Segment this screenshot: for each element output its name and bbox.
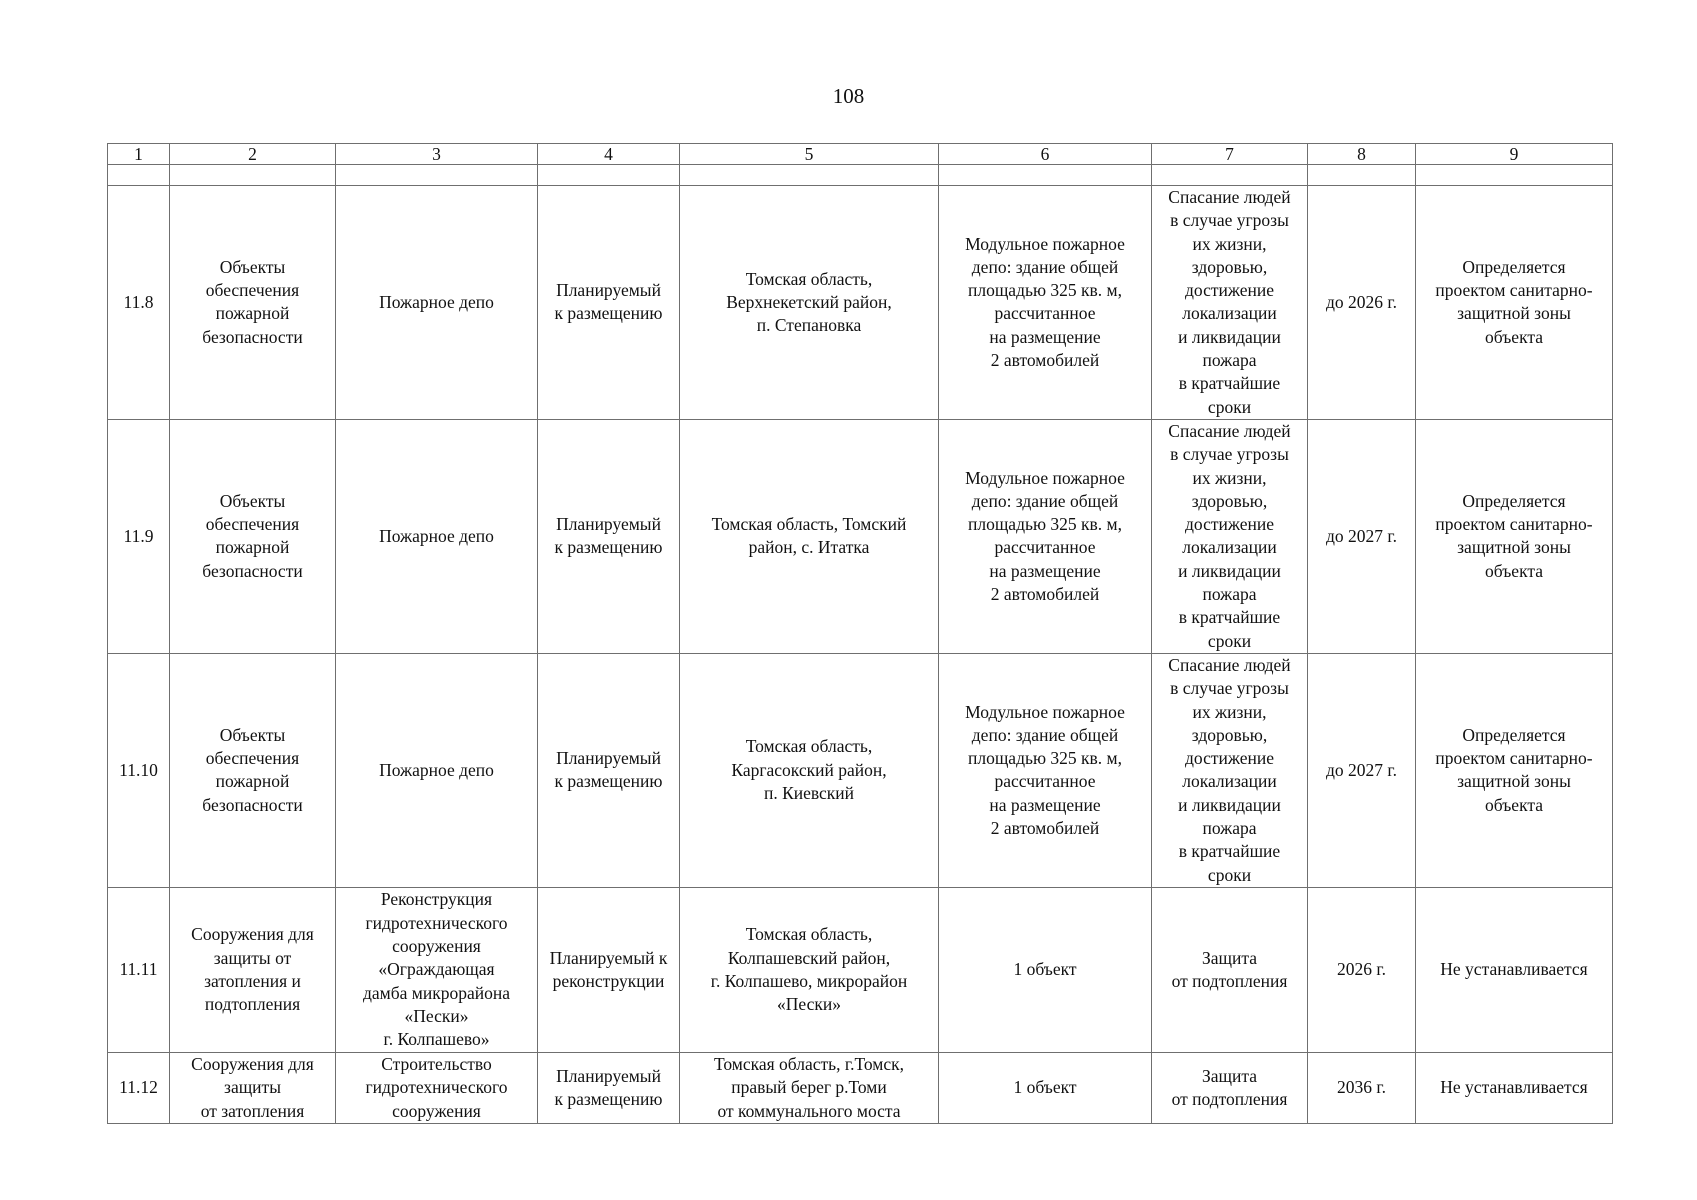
empty-cell <box>1152 165 1308 186</box>
category-cell: Сооружения для защиты от затопления <box>170 1052 336 1123</box>
location-cell: Томская область, Верхнекетский район, п. Степановка <box>680 186 939 420</box>
category-cell: Объекты обеспечения пожарной безопасности <box>170 186 336 420</box>
empty-cell <box>939 165 1152 186</box>
zone-cell: Определяется проектом санитарно- защитной зоны объекта <box>1416 653 1613 887</box>
table-row <box>108 419 1613 653</box>
column-header: 1 <box>108 144 170 165</box>
column-header: 9 <box>1416 144 1613 165</box>
column-number-row <box>108 144 1613 165</box>
deadline-cell: 2026 г. <box>1308 887 1416 1052</box>
column-header: 8 <box>1308 144 1416 165</box>
row-number-cell: 11.12 <box>108 1052 170 1123</box>
characteristics-cell: Модульное пожарное депо: здание общей площадью 325 кв. м, рассчитанное на размещение 2 автомобилей <box>939 186 1152 420</box>
column-header: 4 <box>538 144 680 165</box>
row-number-cell: 11.10 <box>108 653 170 887</box>
purpose-cell: Спасание людей в случае угрозы их жизни, здоровью, достижение локализации и ликвидации пожара в кратчайшие сроки <box>1152 653 1308 887</box>
empty-row <box>108 165 1613 186</box>
table-row <box>108 186 1613 420</box>
category-cell: Объекты обеспечения пожарной безопасности <box>170 419 336 653</box>
status-cell: Планируемый к размещению <box>538 419 680 653</box>
zone-cell: Определяется проектом санитарно- защитной зоны объекта <box>1416 186 1613 420</box>
characteristics-cell: Модульное пожарное депо: здание общей площадью 325 кв. м, рассчитанное на размещение 2 автомобилей <box>939 653 1152 887</box>
location-cell: Томская область, г.Томск, правый берег р.Томи от коммунального моста <box>680 1052 939 1123</box>
location-cell: Томская область, Томский район, с. Итатка <box>680 419 939 653</box>
zone-cell: Не устанавливается <box>1416 887 1613 1052</box>
characteristics-cell: 1 объект <box>939 1052 1152 1123</box>
status-cell: Планируемый к размещению <box>538 653 680 887</box>
deadline-cell: до 2027 г. <box>1308 653 1416 887</box>
empty-cell <box>1416 165 1613 186</box>
empty-cell <box>170 165 336 186</box>
object-name-cell: Реконструкция гидротехнического сооружения «Ограждающая дамба микрорайона «Пески» г. Колпашево» <box>336 887 538 1052</box>
object-name-cell: Пожарное депо <box>336 419 538 653</box>
column-header: 7 <box>1152 144 1308 165</box>
deadline-cell: 2036 г. <box>1308 1052 1416 1123</box>
purpose-cell: Защита от подтопления <box>1152 887 1308 1052</box>
column-header: 3 <box>336 144 538 165</box>
empty-cell <box>336 165 538 186</box>
table-row <box>108 1052 1613 1123</box>
object-name-cell: Пожарное депо <box>336 653 538 887</box>
empty-cell <box>538 165 680 186</box>
characteristics-cell: 1 объект <box>939 887 1152 1052</box>
object-name-cell: Пожарное депо <box>336 186 538 420</box>
row-number-cell: 11.9 <box>108 419 170 653</box>
planned-objects-table <box>107 143 1613 1124</box>
purpose-cell: Спасание людей в случае угрозы их жизни, здоровью, достижение локализации и ликвидации пожара в кратчайшие сроки <box>1152 186 1308 420</box>
zone-cell: Определяется проектом санитарно- защитной зоны объекта <box>1416 419 1613 653</box>
purpose-cell: Спасание людей в случае угрозы их жизни, здоровью, достижение локализации и ликвидации пожара в кратчайшие сроки <box>1152 419 1308 653</box>
column-header: 2 <box>170 144 336 165</box>
column-header: 5 <box>680 144 939 165</box>
empty-cell <box>1308 165 1416 186</box>
purpose-cell: Защита от подтопления <box>1152 1052 1308 1123</box>
characteristics-cell: Модульное пожарное депо: здание общей площадью 325 кв. м, рассчитанное на размещение 2 автомобилей <box>939 419 1152 653</box>
status-cell: Планируемый к размещению <box>538 1052 680 1123</box>
status-cell: Планируемый к размещению <box>538 186 680 420</box>
deadline-cell: до 2026 г. <box>1308 186 1416 420</box>
row-number-cell: 11.8 <box>108 186 170 420</box>
empty-cell <box>108 165 170 186</box>
empty-cell <box>680 165 939 186</box>
object-name-cell: Строительство гидротехнического сооружения <box>336 1052 538 1123</box>
location-cell: Томская область, Каргасокский район, п. Киевский <box>680 653 939 887</box>
status-cell: Планируемый к реконструкции <box>538 887 680 1052</box>
deadline-cell: до 2027 г. <box>1308 419 1416 653</box>
page-number: 108 <box>832 84 865 108</box>
category-cell: Объекты обеспечения пожарной безопасности <box>170 653 336 887</box>
column-header: 6 <box>939 144 1152 165</box>
category-cell: Сооружения для защиты от затопления и подтопления <box>170 887 336 1052</box>
row-number-cell: 11.11 <box>108 887 170 1052</box>
zone-cell: Не устанавливается <box>1416 1052 1613 1123</box>
table-row <box>108 887 1613 1052</box>
location-cell: Томская область, Колпашевский район, г. Колпашево, микрорайон «Пески» <box>680 887 939 1052</box>
table-row <box>108 653 1613 887</box>
